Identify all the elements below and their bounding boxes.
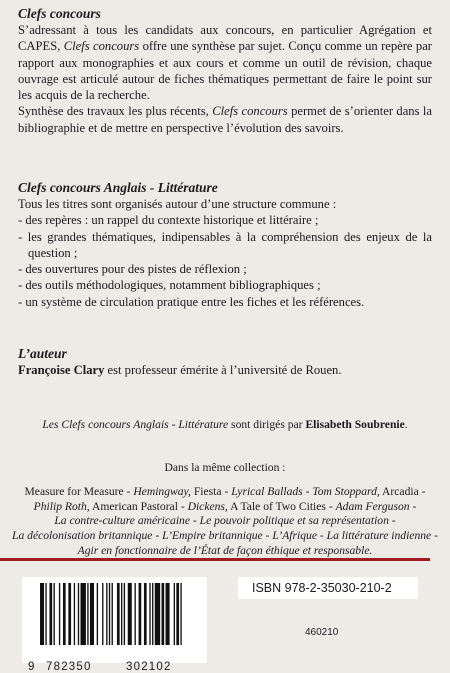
- barcode-bar: [106, 583, 107, 645]
- barcode-bar: [139, 583, 142, 645]
- paragraph: Tous les titres sont organisés autour d’une structure commune :: [18, 197, 337, 211]
- collection-line: Measure for Measure - Hemingway, Fiesta - Lyrical Ballads - Tom Stoppard, Arcadia -: [24, 485, 426, 498]
- list-item: - un système de circulation pratique entre les fiches et les références.: [18, 294, 365, 309]
- barcode-bar: [152, 583, 153, 645]
- barcode-bar: [40, 583, 44, 645]
- list-item: - les grandes thématiques, indipensables à la compréhension des enjeux de la question ;: [18, 229, 432, 260]
- barcode-bar: [102, 583, 103, 645]
- section-anglais-litterature: [18, 180, 432, 310]
- list-item: - des outils méthodologiques, notamment bibliographiques ;: [18, 278, 321, 293]
- list-item: - des repères : un rappel du contexte historique et littéraire ;: [18, 213, 319, 228]
- barcode-bar: [81, 583, 86, 645]
- barcode-bars-icon: [22, 577, 207, 663]
- barcode-bar: [144, 583, 147, 645]
- paragraph: Synthèse des travaux les plus récents, Clefs concours permet de s’orienter dans la bibliographie et de mettre en perspective l’évolution des savoirs.: [18, 104, 432, 135]
- section-heading: Clefs concours: [18, 6, 101, 21]
- barcode-bar: [54, 583, 55, 645]
- barcode-bar: [68, 583, 71, 645]
- collection-line: La décolonisation britannique - L’Empire britannique - L’Afrique - La littérature indienne -: [12, 529, 438, 543]
- collection-line: La contre-culture américaine - Le pouvoir politique et sa représentation -: [54, 514, 396, 528]
- list-item: - des ouvertures pour des pistes de réflexion ;: [18, 262, 247, 277]
- product-code: 460210: [305, 627, 339, 638]
- barcode-bar: [128, 583, 132, 645]
- barcode-bar: [117, 583, 120, 645]
- barcode-bar: [135, 583, 136, 645]
- red-divider: [0, 558, 430, 561]
- barcode-bar: [121, 583, 122, 645]
- barcode-bar: [74, 583, 75, 645]
- collection-heading: Dans la même collection :: [164, 461, 286, 474]
- paragraph: Françoise Clary est professeur émérite à l’université de Rouen.: [18, 363, 342, 377]
- barcode-bar: [49, 583, 52, 645]
- barcode-bar: [155, 583, 160, 645]
- barcode-bar: [90, 583, 94, 645]
- barcode-bar: [180, 583, 181, 645]
- barcode-bar: [87, 583, 88, 645]
- barcode-bar: [109, 583, 110, 645]
- paragraph: S’adressant à tous les candidats aux concours, en particulier Agrégation et CAPES, Clefs concours offre une synthèse par sujet. Conçu comme un repère par rapport aux monographies et aux cours et comme un outil de révision, chaque ouvrage est articulé autour de fiches thématiques permettant de faire le point sur les acquis de la recherche.: [18, 23, 432, 103]
- isbn-label: ISBN 978-2-35030-210-2: [238, 577, 418, 599]
- barcode-bar: [162, 583, 165, 645]
- barcode-bar: [149, 583, 150, 645]
- barcode-bar: [97, 583, 98, 645]
- barcode-bar: [174, 583, 175, 645]
- barcode-bar: [45, 583, 46, 645]
- series-credit: Les Clefs concours Anglais - Littérature sont dirigés par Elisabeth Soubrenie.: [42, 418, 408, 431]
- barcode-bar: [78, 583, 79, 645]
- barcode-bar: [124, 583, 125, 645]
- barcode-bar: [176, 583, 179, 645]
- section-heading: Clefs concours Anglais - Littérature: [18, 180, 218, 195]
- barcode-bar: [63, 583, 66, 645]
- collection-line: Agir en fonctionnaire de l’État de façon éthique et responsable.: [77, 543, 373, 557]
- collection-line: Philip Roth, American Pastoral - Dickens, A Tale of Two Cities - Adam Ferguson -: [33, 499, 417, 513]
- barcode-bar: [166, 583, 170, 645]
- barcode: 9 782350 302102: [22, 577, 207, 663]
- barcode-bar: [59, 583, 60, 645]
- barcode-bar: [112, 583, 113, 645]
- collection-list: [10, 485, 440, 559]
- section-heading: L’auteur: [18, 346, 67, 361]
- section-author: [18, 346, 432, 378]
- section-clefs-concours: [18, 6, 432, 136]
